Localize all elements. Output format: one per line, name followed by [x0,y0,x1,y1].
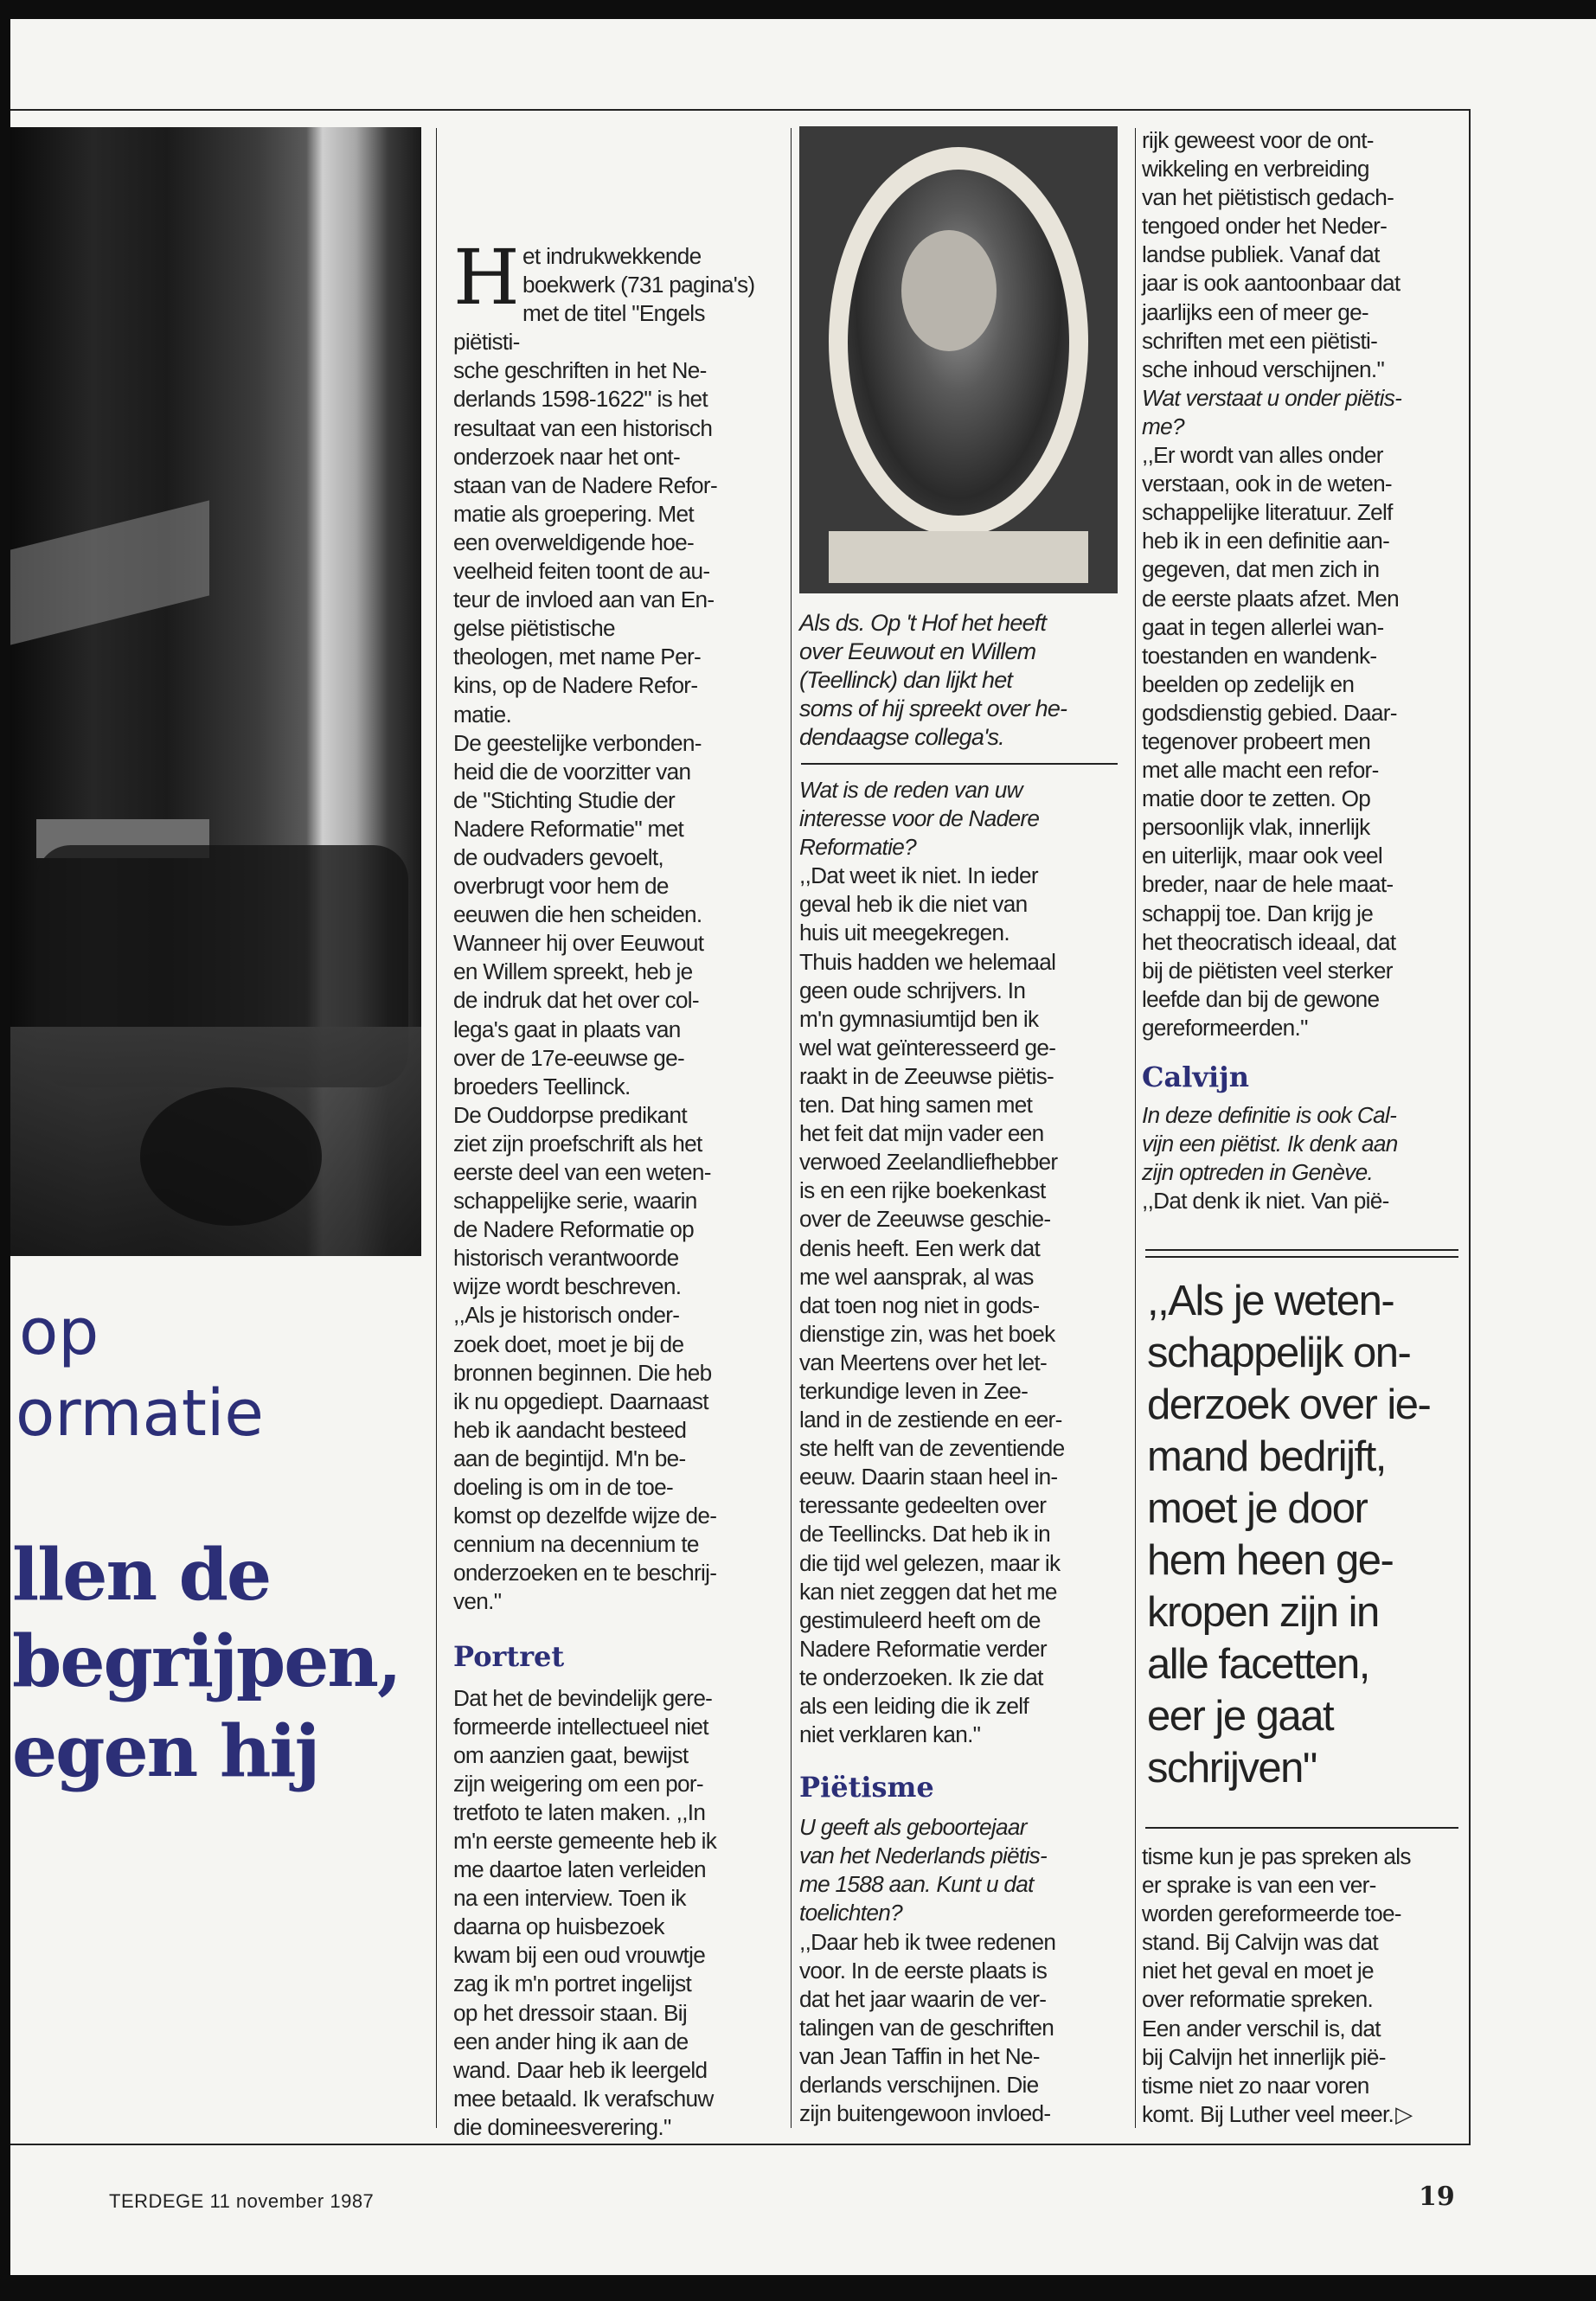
col1-line-15: matie. [453,701,512,727]
col2b-line-6: zijn buitengewoon invloed- [799,2100,1051,2127]
article-column-3-end [1142,1843,1469,2129]
col1-line-17: heid die de voorzitter van [453,758,691,785]
col2-line-2: huis uit meegekregen. [799,920,1010,946]
continue-arrow-icon: ▷ [1395,2100,1413,2127]
col1-line-26: lega's gaat in plaats van [453,1016,681,1042]
magazine-page [10,19,1596,2275]
col1b-line-7: na een interview. Toen ik [453,1885,686,1912]
col3-line-6: jaarlijks een of meer ge- [1142,298,1368,325]
headline-line-4: begrijpen, [12,1620,401,1703]
headline-line-2: ormatie [16,1376,264,1451]
frame-bottom-rule [10,2144,1471,2145]
col3d-line-4: niet het geval en moet je [1142,1958,1374,1984]
caption-line-1: over Eeuwout en Willem [799,638,1036,664]
col3-q2-line-2: zijn optreden in Genève. [1142,1159,1374,1186]
article-column-1 [453,233,773,2142]
col3d-line-1: er sprake is van een ver- [1142,1872,1376,1899]
pullquote-line-2: derzoek over ie- [1147,1381,1431,1428]
col3d-line-2: worden gereformeerde toe- [1142,1900,1401,1927]
col2-line-15: dat toen nog niet in gods- [799,1292,1040,1318]
col2-line-26: gestimuleerd heeft om de [799,1606,1041,1633]
column-divider-3 [1135,128,1136,2128]
pullquote-line-4: moet je door [1147,1485,1368,1532]
col2-line-22: teressante gedeelten over [799,1492,1047,1519]
col2-line-27: Nadere Reformatie verder [799,1635,1047,1662]
caption-line-3: soms of hij spreekt over he- [799,695,1067,721]
headline-line-5: egen hij [12,1710,319,1793]
col3-line-8: sche inhoud verschijnen." [1142,356,1385,382]
col1-line-45: onderzoeken en te beschrij- [453,1560,717,1586]
footer-publication: TERDEGE 11 november 1987 [109,2190,375,2212]
heading-portret: Portret [453,1639,565,1673]
col1-line-25: de indruk dat het over col- [453,987,699,1014]
col3-line-5: jaar is ook aantoonbaar dat [1142,270,1401,297]
col1b-line-5: m'n eerste gemeente heb ik [453,1827,717,1854]
col2-line-28: te onderzoeken. Ik zie dat [799,1663,1043,1690]
headline-line-1: op [19,1295,99,1369]
col2-line-5: m'n gymnasiumtijd ben ik [799,1005,1039,1032]
col1-line-43: komst op dezelfde wijze de- [453,1503,717,1529]
col1-line-21: overbrugt voor hem de [453,873,669,900]
col2b-line-1: voor. In de eerste plaats is [799,1957,1048,1984]
col1b-line-6: me daartoe laten verleiden [453,1856,706,1883]
col1-line-12: gelse piëtistische [453,615,615,642]
col1-line-6: onderzoek naar het ont- [453,443,680,470]
pull-quote [1147,1275,1467,1794]
col3b-line-5: de eerste plaats afzet. Men [1142,585,1399,612]
col3d-line-3: stand. Bij Calvijn was dat [1142,1929,1378,1956]
column-divider-1 [436,128,437,2128]
col2-line-13: denis heeft. Een werk dat [799,1234,1041,1261]
col2-line-25: kan niet zeggen dat het me [799,1578,1057,1605]
col2-line-3: Thuis hadden we helemaal [799,948,1056,975]
col2-line-11: is en een rijke boekenkast [799,1177,1046,1204]
col3b-line-19: leefde dan bij de gewone [1142,985,1380,1012]
col1-line-46: ven." [453,1588,502,1615]
column-divider-2 [791,128,792,2128]
col3b-line-6: gaat in tegen allerlei wan- [1142,613,1384,640]
col2-q2-line-0: U geeft als geboortejaar [799,1814,1027,1841]
col1b-line-15: die domineesverering." [453,2113,671,2140]
col3-line-4: landse publiek. Vanaf dat [1142,241,1380,268]
col1-line-33: de Nadere Reformatie op [453,1216,694,1243]
col2-line-14: me wel aansprak, al was [799,1263,1034,1290]
col1-line-5: resultaat van een historisch [453,414,713,441]
heading-calvijn: Calvijn [1142,1061,1249,1093]
col3b-line-1: verstaan, ook in de weten- [1142,471,1392,497]
col1b-line-13: wand. Daar heb ik leergeld [453,2056,708,2083]
col2b-line-2: dat het jaar waarin de ver- [799,1985,1047,2012]
caption-divider [801,763,1118,765]
col3d-line-7: bij Calvijn het innerlijk pië- [1142,2043,1386,2070]
col3b-line-9: godsdienstig gebied. Daar- [1142,699,1397,726]
col1-line-2: met de titel "Engels piëtisti- [453,300,705,356]
pullquote-line-3: mand bedrijft, [1147,1433,1386,1480]
col1-line-0: et indrukwekkende [522,243,702,269]
col3-line-3: tengoed onder het Neder- [1142,213,1388,240]
col1-line-1: boekwerk (731 pagina's) [522,272,755,298]
photo-caption [799,609,1119,752]
col1-line-11: teur de invloed aan van En- [453,586,715,613]
col2-line-24: die tijd wel gelezen, maar ik [799,1549,1061,1576]
col1-line-35: wijze wordt beschreven. [453,1273,682,1300]
col3b-line-17: het theocratisch ideaal, dat [1142,928,1396,955]
pullquote-top-rule-1 [1145,1249,1458,1251]
col1-line-4: derlands 1598-1622" is het [453,386,708,413]
col3d-line-9 [1142,2100,1469,2129]
col3b-line-20: gereformeerden." [1142,1014,1308,1041]
col3b-line-12: matie door te zetten. Op [1142,785,1371,812]
col1-line-40: heb ik aandacht besteed [453,1416,687,1443]
col2-line-7: raakt in de Zeeuwse piëtis- [799,1062,1054,1089]
col1b-line-4: tretfoto te laten maken. ,,In [453,1798,706,1825]
col2-line-23: de Teellincks. Dat heb ik in [799,1521,1050,1548]
article-column-3 [1142,126,1464,1215]
col1-line-41: aan de begintijd. M'n be- [453,1445,686,1471]
col2b-line-5: derlands verschijnen. Die [799,2072,1039,2099]
col2-line-21: eeuw. Daarin staan heel in- [799,1464,1058,1490]
col1-line-19: Nadere Reformatie" met [453,815,684,842]
frame-right-rule [1469,109,1471,2145]
col2-line-16: dienstige zin, was het boek [799,1320,1055,1347]
col2-line-0: ,,Dat weet ik niet. In ieder [799,862,1038,889]
col1-line-7: staan van de Nadere Refor- [453,471,717,498]
col2b-line-4: van Jean Taffin in het Ne- [799,2042,1040,2069]
col1-line-36: ,,Als je historisch onder- [453,1302,680,1329]
pullquote-line-1: schappelijk on- [1147,1330,1411,1376]
page-number: 19 [1419,2182,1455,2212]
willem-teellinck-engraving [799,126,1118,593]
col3-line-1: wikkeling en verbreiding [1142,156,1369,183]
col2-line-30: niet verklaren kan." [799,1721,981,1748]
col3b-line-4: gegeven, dat men zich in [1142,556,1380,583]
col3-q2-line-0: In deze definitie is ook Cal- [1142,1102,1397,1128]
col3b-line-8: beelden op zedelijk en [1142,670,1355,697]
pullquote-line-7: alle facetten, [1147,1641,1369,1688]
pullquote-line-5: hem heen ge- [1147,1537,1394,1584]
col3b-line-13: persoonlijk vlak, innerlijk [1142,814,1370,841]
col3b-line-0: ,,Er wordt van alles onder [1142,442,1383,469]
col2b-line-3: talingen van de geschriften [799,2014,1054,2041]
col1b-line-12: een ander hing ik aan de [453,2028,689,2054]
pullquote-line-9: schrijven" [1147,1745,1317,1791]
col1-line-28: broeders Teellinck. [453,1073,631,1099]
col3d-line-8: tisme niet zo naar voren [1142,2072,1369,2099]
pullquote-line-8: eer je gaat [1147,1693,1334,1740]
col1-line-18: de "Stichting Studie der [453,786,675,813]
col1-line-42: doeling is om in de toe- [453,1474,673,1501]
col2-q2-line-1: van het Nederlands piëtis- [799,1843,1048,1869]
col1b-line-3: zijn weigering om een por- [453,1770,703,1797]
col2-line-12: over de Zeeuwse geschie- [799,1206,1051,1233]
pullquote-bottom-rule [1145,1827,1458,1829]
col2b-line-0: ,,Daar heb ik twee redenen [799,1928,1056,1955]
col3d-line-6: Een ander verschil is, dat [1142,2015,1381,2041]
caption-line-4: dendaagse collega's. [799,724,1004,750]
col1-line-44: cennium na decennium te [453,1531,699,1558]
col3b-line-18: bij de piëtisten veel sterker [1142,957,1393,984]
col1-line-14: kins, op de Nadere Refor- [453,672,698,699]
col2-line-4: geen oude schrijvers. In [799,977,1026,1003]
col2-line-10: verwoed Zeelandliefhebber [799,1149,1058,1176]
col2-line-1: geval heb ik die niet van [799,891,1028,918]
col2-line-8: ten. Dat hing samen met [799,1092,1033,1118]
col3-q2-line-1: vijn een piëtist. Ik denk aan [1142,1131,1398,1157]
col2-q1-line-0: Wat is de reden van uw [799,777,1022,803]
col3b-line-10: tegenover probeert men [1142,727,1371,754]
col3b-line-7: toestanden en wandenk- [1142,642,1377,669]
col1b-line-8: daarna op huisbezoek [453,1913,664,1940]
col3-line-2: van het piëtistisch gedach- [1142,184,1394,211]
col1-line-38: bronnen beginnen. Die heb [453,1359,712,1386]
col1b-line-2: om aanzien gaat, bewijst [453,1741,689,1768]
col3b-line-16: schappij toe. Dan krijg je [1142,900,1374,926]
col1b-line-11: op het dressoir staan. Bij [453,1999,688,2026]
col2-q2-line-2: me 1588 aan. Kunt u dat [799,1871,1034,1898]
col2-line-17: van Meertens over het let- [799,1349,1048,1375]
col1-line-29: De Ouddorpse predikant [453,1101,687,1128]
col1b-line-9: kwam bij een oud vrouwtje [453,1942,706,1969]
col2-line-19: land in de zestiende en eer- [799,1407,1062,1433]
col1-line-13: theologen, met name Per- [453,644,701,670]
col3d-line-5: over reformatie spreken. [1142,1986,1374,2013]
headline-line-3: llen de [12,1534,271,1617]
study-desk-photo [10,127,421,1256]
col1b-line-14: mee betaald. Ik verafschuw [453,2085,714,2112]
frame-top-rule [10,109,1471,111]
col1-line-22: eeuwen die hen scheiden. [453,901,702,928]
col1-line-39: ik nu opgediept. Daarnaast [453,1388,708,1414]
col1b-line-10: zag ik m'n portret ingelijst [453,1971,692,1997]
col2-q1-line-2: Reformatie? [799,834,916,861]
col3b-line-2: schappelijke literatuur. Zelf [1142,499,1393,526]
col1-line-3: sche geschriften in het Ne- [453,357,707,384]
col1-line-37: zoek doet, moet je bij de [453,1330,684,1357]
col2-q2-line-3: toelichten? [799,1900,902,1926]
col1-line-32: schappelijke serie, waarin [453,1188,697,1215]
col2-q1-line-1: interesse voor de Nadere [799,805,1040,832]
pullquote-line-0: ,,Als je weten- [1147,1278,1394,1324]
col2-line-6: wel wat geïnteresseerd ge- [799,1034,1056,1061]
col1-line-34: historisch verantwoorde [453,1245,679,1272]
col3-q1-line-0: Wat verstaat u onder piëtis- [1142,384,1402,411]
pullquote-line-6: kropen zijn in [1147,1589,1379,1636]
col3-q1-line-1: me? [1142,413,1184,439]
col3d-line-9-text: komt. Bij Luther veel meer. [1142,2100,1394,2127]
col1-line-24: en Willem spreekt, heb je [453,958,693,985]
col3b-line-11: met alle macht een refor- [1142,757,1379,784]
col1b-line-0: Dat het de bevindelijk gere- [453,1684,713,1711]
col3b-line-15: breder, naar de hele maat- [1142,871,1394,898]
caption-line-2: (Teellinck) dan lijkt het [799,667,1013,693]
col3b-line-14: en uiterlijk, maar ook veel [1142,843,1383,869]
col2-line-9: het feit dat mijn vader een [799,1120,1044,1147]
col3d-line-0: tisme kun je pas spreken als [1142,1843,1411,1869]
col2-line-20: ste helft van de zeventiende [799,1435,1065,1462]
heading-pietisme: Piëtisme [799,1771,934,1804]
col1-line-9: een overweldigende hoe- [453,529,694,555]
col1-line-8: matie als groepering. Met [453,500,694,527]
col1b-line-1: formeerde intellectueel niet [453,1713,708,1740]
drop-cap: H [453,233,520,322]
article-column-2 [799,776,1124,2128]
col1-line-27: over de 17e-eeuwse ge- [453,1044,685,1071]
col3c-line-0: ,,Dat denk ik niet. Van pië- [1142,1188,1389,1215]
col1-line-31: eerste deel van een weten- [453,1159,711,1185]
caption-line-0: Als ds. Op 't Hof het heeft [799,610,1047,636]
col1-line-10: veelheid feiten toont de au- [453,558,710,585]
col3-line-7: schriften met een piëtisti- [1142,327,1378,354]
col1-line-23: Wanneer hij over Eeuwout [453,930,704,957]
col1-line-20: de oudvaders gevoelt, [453,843,663,870]
col3b-line-3: heb ik in een definitie aan- [1142,528,1390,554]
col1-line-30: ziet zijn proefschrift als het [453,1130,702,1157]
col2-line-29: als een leiding die ik zelf [799,1693,1029,1719]
col2-line-18: terkundige leven in Zee- [799,1377,1029,1404]
pullquote-top-rule-2 [1145,1256,1458,1258]
col3-line-0: rijk geweest voor de ont- [1142,127,1374,153]
col1-line-16: De geestelijke verbonden- [453,729,702,756]
